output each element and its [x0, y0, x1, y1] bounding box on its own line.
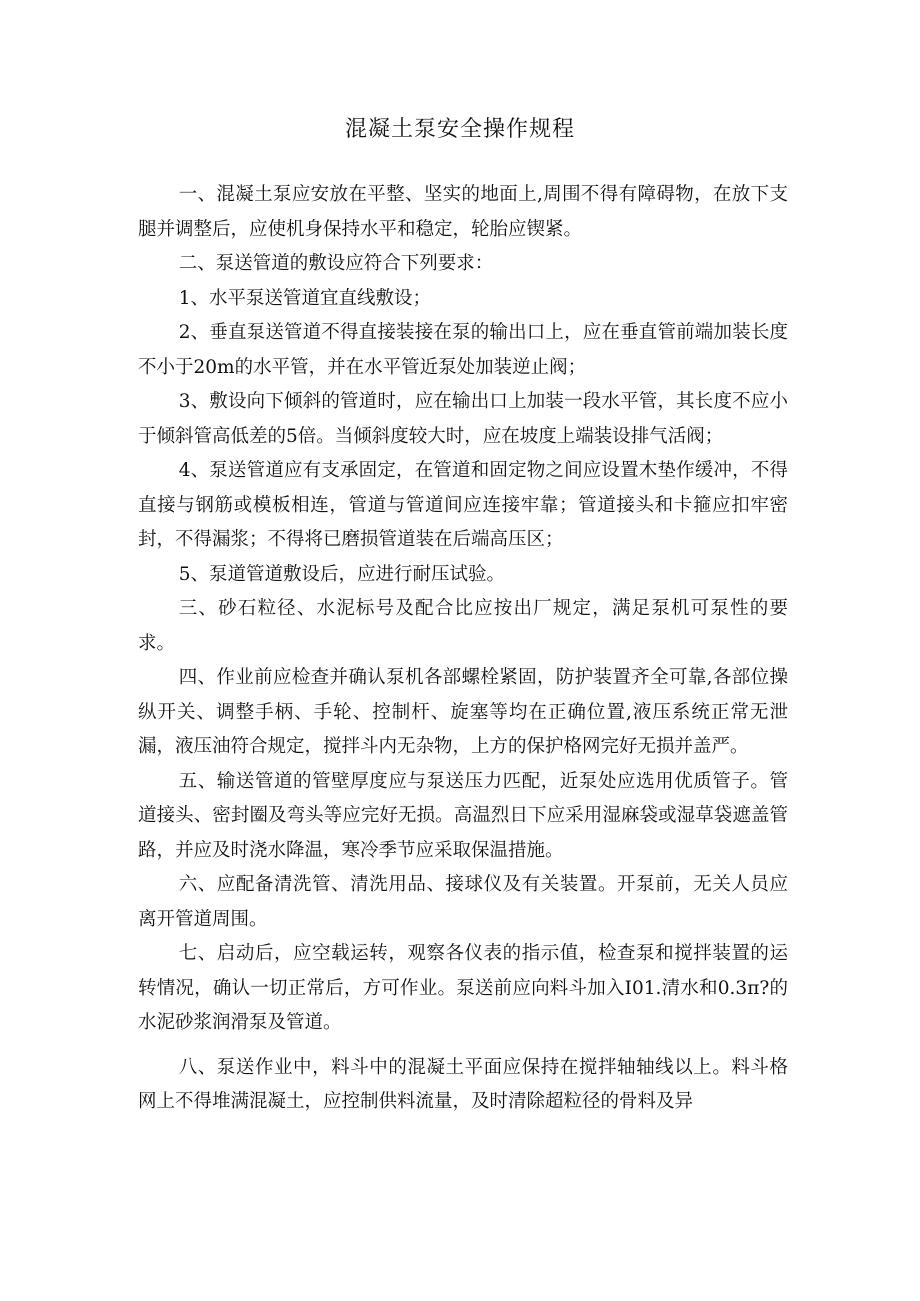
- paragraph-7: 七、启动后，应空载运转，观察各仪表的指示值，检查泵和搅拌装置的运转情况，确认一切正常后，方可作业。泵送前应向料斗加入I01.清水和0.3π?的水泥砂浆润滑泵及管道。: [138, 943, 788, 1033]
- paragraph-2-item-2: 2、垂直泵送管道不得直接装接在泵的输出口上，应在垂直管前端加装长度不小于20m的水平管，并在水平管近泵处加装逆止阀；: [138, 322, 788, 378]
- paragraph-6: 六、应配备清洗管、清洗用品、接球仪及有关装置。开泵前，无关人员应离开管道周围。: [138, 874, 788, 930]
- document-title: 混凝土泵安全操作规程: [344, 117, 575, 142]
- paragraph-2-item-5: 5、泵道管道敷设后，应进行耐压试验。: [178, 563, 505, 585]
- paragraph-2: 二、泵送管道的敷设应符合下列要求：: [178, 253, 494, 274]
- paragraph-2-item-3: 3、敷设向下倾斜的管道时，应在输出口上加装一段水平管，其长度不应小于倾斜管高低差的5倍。当倾斜度较大时，应在坡度上端装设排气活阀；: [138, 391, 788, 447]
- document-body: [138, 178, 788, 1120]
- paragraph-2-item-1: 1、水平泵送管道宜直线敷设；: [178, 287, 431, 309]
- paragraph-5: 五、输送管道的管壁厚度应与泵送压力匹配，近泵处应选用优质管子。管道接头、密封圈及弯头等应完好无损。高温烈日下应采用湿麻袋或湿草袋遮盖管路，并应及时浇水降温，寒冷季节应采取保温措施。: [138, 770, 788, 861]
- paragraph-1: 一、混凝土泵应安放在平整、坚实的地面上,周围不得有障碍物，在放下支腿并调整后，应使机身保持水平和稳定，轮胎应锲紧。: [138, 184, 788, 240]
- paragraph-3: 三、砂石粒径、水泥标号及配合比应按出厂规定，满足泵机可泵性的要求。: [138, 598, 788, 654]
- paragraph-8: 八、泵送作业中，料斗中的混凝土平面应保持在搅拌轴轴线以上。料斗格网上不得堆满混凝土，应控制供料流量，及时清除超粒径的骨料及异: [138, 1056, 788, 1112]
- paragraph-2-item-4: 4、泵送管道应有支承固定，在管道和固定物之间应设置木垫作缓冲，不得直接与钢筋或模板相连，管道与管道间应连接牢靠；管道接头和卡箍应扣牢密封，不得漏浆；不得将已磨损管道装在后端高压区；: [138, 460, 788, 550]
- paragraph-4: 四、作业前应检查并确认泵机各部螺栓紧固，防护装置齐全可靠,各部位操纵开关、调整手柄、手轮、控制杆、旋塞等均在正确位置,液压系统正常无泄漏，液压油符合规定，搅拌斗内无杂物，上方的保护格网完好无损并盖严。: [138, 667, 788, 757]
